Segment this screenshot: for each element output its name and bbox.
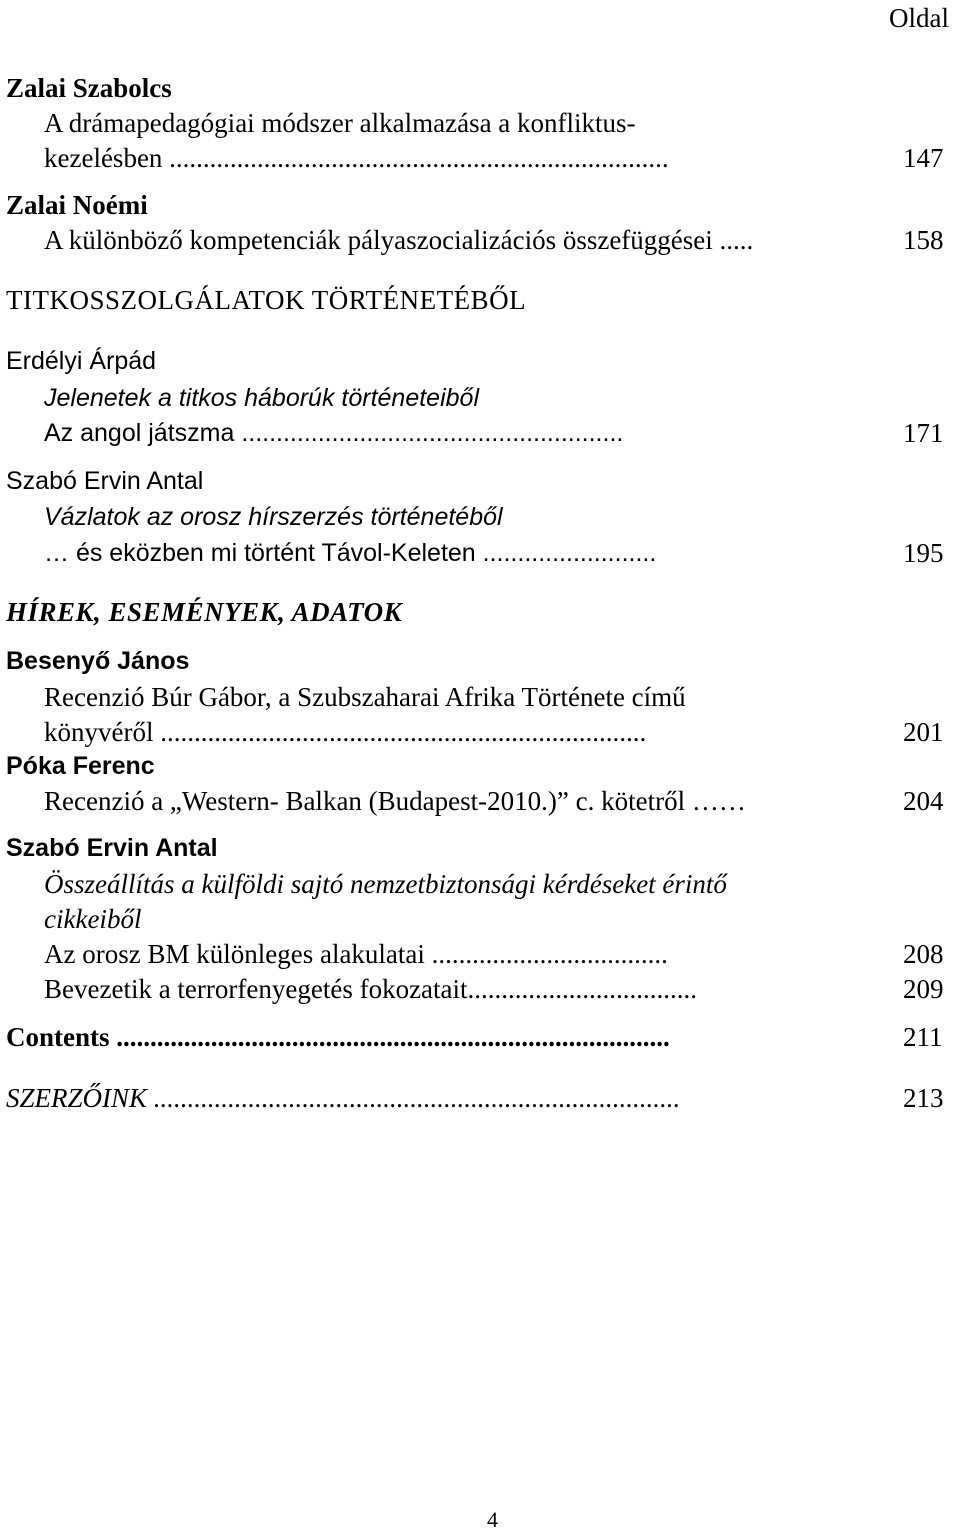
entry-title: könyvéről ........................................................................ (44, 717, 647, 747)
page-number: 209 (903, 974, 944, 1004)
toc-line (0, 783, 960, 819)
page-number: 158 (903, 225, 944, 255)
toc-line (0, 70, 960, 106)
page-number: 195 (903, 538, 944, 568)
entry-title: Az orosz BM különleges alakulatai ................................... (44, 939, 668, 969)
page-number: 171 (903, 418, 944, 448)
author-name: Zalai Szabolcs (6, 73, 172, 103)
page-header-label: Oldal (889, 3, 949, 33)
top-level-entry: Contents .................................................................................. (6, 1022, 670, 1052)
author-name: Szabó Ervin Antal (6, 467, 204, 495)
toc-line (0, 282, 960, 318)
toc-line (0, 866, 960, 902)
toc-line (0, 679, 960, 715)
entry-subtitle: Jelenetek a titkos háborúk történeteiből (44, 384, 479, 412)
page-number: 213 (903, 1083, 944, 1113)
entry-title: Bevezetik a terrorfenyegetés fokozatait.................................. (44, 974, 698, 1004)
entry-title: A drámapedagógiai módszer alkalmazása a konfliktus- (44, 108, 636, 138)
toc-line (0, 343, 960, 379)
toc-line (0, 594, 960, 630)
author-name: Erdélyi Árpád (6, 347, 157, 375)
toc-line (0, 936, 960, 972)
page-number: 211 (903, 1022, 943, 1052)
author-name: Szabó Ervin Antal (6, 834, 218, 862)
toc-line (0, 830, 960, 866)
page-number: 208 (903, 939, 944, 969)
entry-title: kezelésben .......................................................................... (44, 143, 669, 173)
toc-line (0, 535, 960, 571)
toc-line (0, 1080, 960, 1116)
entry-subtitle: Összeállítás a külföldi sajtó nemzetbiztonsági kérdéseket érintő (44, 869, 727, 899)
page-footer-number: 4 (487, 1507, 498, 1532)
toc-line (0, 415, 960, 451)
toc-line (0, 499, 960, 535)
author-name: Póka Ferenc (6, 752, 155, 780)
toc-line (0, 971, 960, 1007)
toc-line (0, 380, 960, 416)
toc-line (0, 901, 960, 937)
toc-line (0, 643, 960, 679)
author-name: Besenyő János (6, 647, 190, 675)
toc-line (0, 187, 960, 223)
page-number: 147 (903, 143, 944, 173)
toc-line (0, 1019, 960, 1055)
author-name: Zalai Noémi (6, 190, 148, 220)
section-heading: HÍREK, ESEMÉNYEK, ADATOK (6, 597, 403, 627)
entry-title: … és eközben mi történt Távol-Keleten ......................... (44, 539, 657, 567)
entry-title: Az angol játszma ....................................................... (44, 419, 624, 447)
toc-line (0, 714, 960, 750)
page-number: 204 (903, 786, 944, 816)
toc-line (0, 105, 960, 141)
toc-line (0, 463, 960, 499)
page-number: 201 (903, 717, 944, 747)
toc-line (0, 222, 960, 258)
entry-subtitle: Vázlatok az orosz hírszerzés történetéből (44, 503, 503, 531)
toc-line (0, 748, 960, 784)
toc-line (0, 140, 960, 176)
top-level-entry: SZERZŐINK .............................................................................. (6, 1083, 681, 1113)
entry-title: Recenzió Búr Gábor, a Szubszaharai Afrika Története című (44, 682, 686, 712)
entry-subtitle: cikkeiből (44, 904, 142, 934)
entry-title: A különböző kompetenciák pályaszocializációs összefüggései ..... (44, 225, 754, 255)
entry-title: Recenzió a „Western- Balkan (Budapest-2010.)” c. kötetről …… (44, 786, 746, 816)
section-heading: TITKOSSZOLGÁLATOK TÖRTÉNETÉBŐL (6, 285, 527, 315)
